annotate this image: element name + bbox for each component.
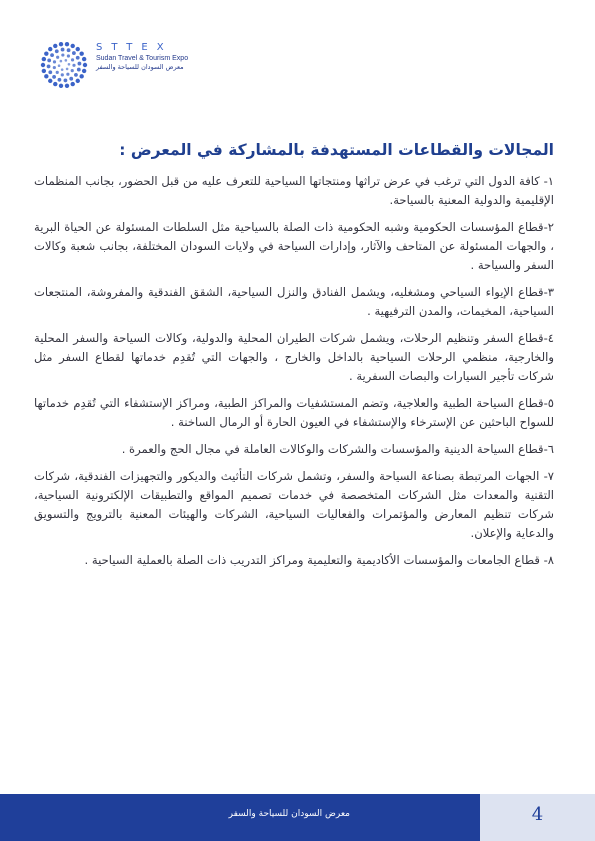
logo-dot — [61, 48, 65, 52]
logo-dot — [82, 57, 86, 61]
logo-dot — [42, 57, 46, 61]
logo-dot — [67, 54, 70, 57]
logo-dot — [50, 53, 54, 57]
logo-dot — [72, 64, 75, 67]
logo-english-name: Sudan Travel & Tourism Expo — [96, 55, 189, 62]
logo-dot — [77, 68, 81, 72]
logo-dot — [44, 51, 48, 55]
logo-dot — [53, 66, 56, 69]
list-item-5: ٥-قطاع السياحة الطبية والعلاجية، وتضم المستشفيات والمراكز الطبية، ومراكز الإستشفاء التي تُقدِم خدماتها للسواح الباحثين عن الإسترخاء والإستشفاء في العيون الحارة أو الرمال الساخنة . — [34, 396, 554, 429]
list-item-7: ٧- الجهات المرتبطة بصناعة السياحة والسفر، وتشمل شركات التأثيث والديكور والتجهيزات الفندقية، شركات التقنية والمعدات مثل الشركات المتخصصة في خدمات تصميم المواقع والتطبيقات الإلكترونية السياحية، شركات تنظيم المعارض والمؤتمرات والفعاليات السياحية، الشركات والهيئات المعنية بالترويج والتسويق والدعاية والإعلان. — [34, 469, 554, 540]
logo-dot — [74, 73, 78, 77]
logo-dot — [79, 74, 83, 78]
page-title: المجالات والقطاعات المستهدفة بالمشاركة في المعرض : — [119, 141, 554, 159]
logo-dot — [65, 42, 69, 46]
logo-dot — [52, 75, 56, 79]
logo-dot — [71, 82, 75, 86]
logo-dot — [66, 73, 69, 76]
logo-dot — [76, 47, 80, 51]
logo-dot — [61, 73, 64, 76]
logo-dot — [59, 42, 63, 46]
logo-dot — [61, 53, 64, 56]
page-number: 4 — [531, 804, 544, 825]
logo-dot — [48, 47, 52, 51]
logo-dot — [48, 70, 52, 74]
logo-dot — [71, 69, 74, 72]
logo-dot — [72, 51, 76, 55]
list-item-3: ٣-قطاع الإيواء السياحي ومشغليه، ويشمل الفنادق والنزل السياحية، الشقق الفندقية والمفروشة، المنتجعات السياحية، المخيمات، والمدن الترفيهية . — [34, 285, 554, 318]
logo-dot — [59, 84, 63, 88]
logo-dot — [58, 64, 61, 67]
logo-brand-text — [96, 42, 230, 72]
logo-dot — [65, 59, 68, 62]
logo-dot — [58, 78, 62, 82]
logo-dot — [53, 82, 57, 86]
logo-dot — [41, 63, 45, 67]
logo-dot — [48, 79, 52, 83]
logo-dot — [56, 71, 59, 74]
logo-dot-globe-icon — [40, 40, 92, 90]
footer-label: معرض السودان للسياحة والسفر — [228, 809, 350, 819]
page-footer — [0, 794, 595, 841]
logo-dot — [47, 65, 51, 69]
logo-dot — [66, 68, 69, 71]
logo-dot — [71, 44, 75, 48]
sttex-logo — [40, 40, 230, 90]
logo-arabic-name: معرض السودان للسياحة والسفر — [96, 63, 184, 71]
logo-dot — [68, 63, 71, 66]
footer-bar — [0, 794, 480, 841]
logo-dot — [76, 56, 80, 60]
logo-dot — [67, 48, 71, 52]
logo-dot — [61, 68, 64, 71]
list-item-6: ٦-قطاع السياحة الدينية والمؤسسات والشركات والوكالات العاملة في مجال الحج والعمرة . — [121, 442, 554, 456]
logo-dot — [76, 79, 80, 83]
logo-acronym: STTEX — [96, 42, 173, 53]
logo-dot — [47, 59, 51, 63]
logo-dot — [44, 74, 48, 78]
main-content — [34, 138, 554, 578]
logo-dot — [53, 44, 57, 48]
logo-dot — [71, 58, 74, 61]
logo-dot — [42, 69, 46, 73]
logo-dot — [55, 49, 59, 53]
logo-dot — [65, 84, 69, 88]
list-item-2: ٢-قطاع المؤسسات الحكومية وشبه الحكومية ذات الصلة بالسياحية مثل السلطات المسئولة عن الحياة البرية ، والجهات المسئولة عن المتاحف والآثار، وإدارات السياحة في ولايات السودان المختلفة، بجانب شعبة وكالات السفر والسياحة . — [34, 220, 554, 272]
page-number-box — [480, 794, 595, 841]
list-item-1: ١- كافة الدول التي ترغب في عرض تراثها ومنتجاتها السياحية للتعرف عليه من قبل الحضور، بجانب المنظمات الإقليمية والدولية المعنية بالسياحة. — [34, 174, 554, 207]
logo-dot — [53, 60, 56, 63]
logo-dot — [83, 63, 87, 67]
logo-dot — [56, 56, 59, 59]
logo-dot — [82, 69, 86, 73]
logo-dot — [78, 62, 82, 66]
logo-dot — [79, 51, 83, 55]
list-item-8: ٨- قطاع الجامعات والمؤسسات الأكاديمية والتعليمية ومراكز التدريب ذات الصلة بالعملية السياحية . — [84, 553, 554, 567]
list-item-4: ٤-قطاع السفر وتنظيم الرحلات، ويشمل شركات الطيران المحلية والدولية، وكالات السياحة والسفر المحلية والخارجية، منظمي الرحلات السياحية بالداخل والخارج ، والجهات التي تُقدِم خدماتها لقطاع السفر مثل شركات تأجير السيارات والبصات السفرية . — [34, 331, 554, 383]
logo-dot — [60, 60, 63, 63]
logo-dot — [64, 79, 68, 83]
logo-dot — [69, 77, 73, 81]
